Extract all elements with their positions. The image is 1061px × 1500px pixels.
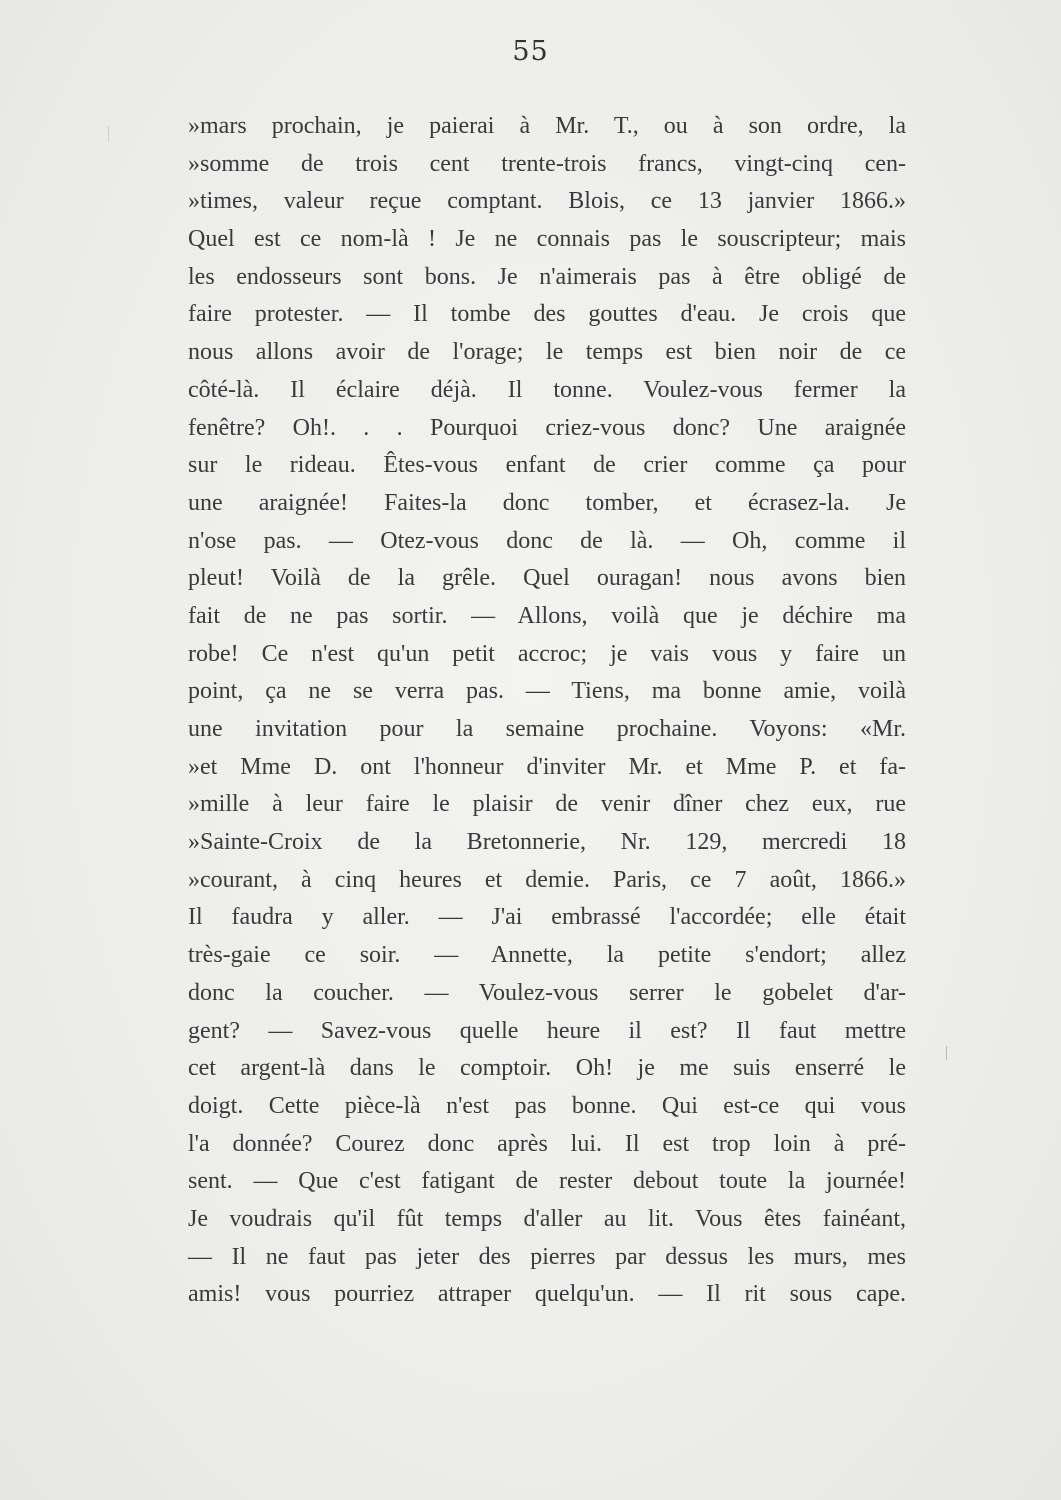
- text-line: nous allons avoir de l'orage; le temps est bien noir de ce: [188, 339, 906, 366]
- text-line: très-gaie ce soir. — Annette, la petite s'endort; allez: [188, 942, 906, 969]
- text-line: faire protester. — Il tombe des gouttes d'eau. Je crois que: [188, 301, 906, 328]
- margin-mark: [108, 126, 109, 142]
- text-line: fenêtre? Oh!. . . Pourquoi criez-vous donc? Une araignée: [188, 414, 906, 441]
- page-number: 55: [512, 36, 549, 67]
- text-line: cet argent-là dans le comptoir. Oh! je me suis enserré le: [188, 1055, 906, 1082]
- text-line: pleut! Voilà de la grêle. Quel ouragan! nous avons bien: [188, 565, 906, 592]
- text-line: sur le rideau. Êtes-vous enfant de crier comme ça pour: [188, 452, 906, 479]
- text-line: n'ose pas. — Otez-vous donc de là. — Oh, comme il: [188, 527, 906, 554]
- text-line: »et Mme D. ont l'honneur d'inviter Mr. et Mme P. et fa-: [188, 753, 906, 780]
- text-line: — Il ne faut pas jeter des pierres par dessus les murs, mes: [188, 1243, 906, 1270]
- text-line: une araignée! Faites-la donc tomber, et écrasez-la. Je: [188, 489, 906, 516]
- text-line: »mars prochain, je paierai à Mr. T., ou à son ordre, la: [188, 113, 906, 139]
- text-line: »Sainte-Croix de la Bretonnerie, Nr. 129, mercredi 18: [188, 829, 906, 856]
- text-line: côté-là. Il éclaire déjà. Il tonne. Voulez-vous fermer la: [188, 376, 906, 403]
- text-line: sent. — Que c'est fatigant de rester debout toute la journée!: [188, 1168, 906, 1195]
- text-line: doigt. Cette pièce-là n'est pas bonne. Qui est-ce qui vous: [188, 1092, 906, 1119]
- body-text: [188, 108, 906, 1314]
- text-line: »mille à leur faire le plaisir de venir dîner chez eux, rue: [188, 791, 906, 818]
- text-line: amis! vous pourriez attraper quelqu'un. — Il rit sous cape.: [188, 1281, 906, 1308]
- text-line: une invitation pour la semaine prochaine. Voyons: «Mr.: [188, 716, 906, 742]
- text-line: Je voudrais qu'il fût temps d'aller au lit. Vous êtes fainéant,: [188, 1205, 906, 1232]
- margin-mark: [946, 1046, 947, 1060]
- text-line: les endosseurs sont bons. Je n'aimerais pas à être obligé de: [188, 263, 906, 290]
- text-line: l'a donnée? Courez donc après lui. Il est trop loin à pré-: [188, 1130, 906, 1157]
- text-line: »courant, à cinq heures et demie. Paris, ce 7 août, 1866.»: [188, 866, 906, 893]
- text-line: fait de ne pas sortir. — Allons, voilà que je déchire ma: [188, 602, 906, 629]
- text-line: Quel est ce nom-là ! Je ne connais pas le souscripteur; mais: [188, 226, 906, 253]
- text-line: robe! Ce n'est qu'un petit accroc; je vais vous y faire un: [188, 640, 906, 667]
- text-line: Il faudra y aller. — J'ai embrassé l'accordée; elle était: [188, 904, 906, 931]
- text-line: »somme de trois cent trente-trois francs, vingt-cinq cen-: [188, 150, 906, 177]
- text-line: point, ça ne se verra pas. — Tiens, ma bonne amie, voilà: [188, 678, 906, 705]
- text-line: »times, valeur reçue comptant. Blois, ce 13 janvier 1866.»: [188, 188, 906, 215]
- text-line: gent? — Savez-vous quelle heure il est? Il faut mettre: [188, 1017, 906, 1044]
- text-line: donc la coucher. — Voulez-vous serrer le gobelet d'ar-: [188, 979, 906, 1006]
